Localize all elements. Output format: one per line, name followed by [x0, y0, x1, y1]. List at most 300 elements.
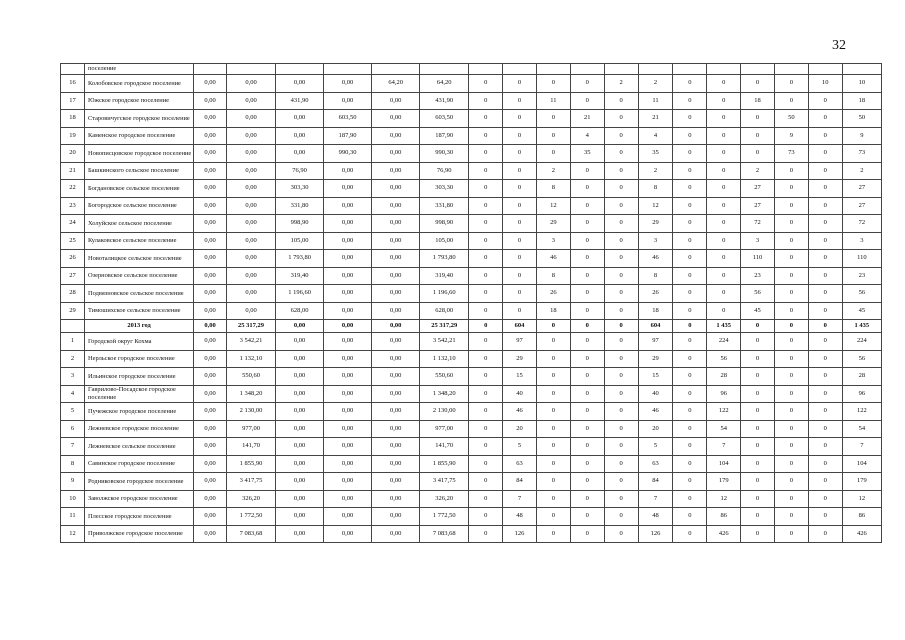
value-cell: 0 — [808, 473, 842, 491]
value-cell: 0 — [673, 385, 707, 403]
value-cell: 0,00 — [372, 490, 420, 508]
total-value-cell: 0 — [741, 320, 775, 333]
value-cell — [570, 64, 604, 75]
row-number-cell: 27 — [61, 267, 85, 285]
value-cell: 224 — [707, 333, 741, 351]
total-value-cell: 0 — [808, 320, 842, 333]
value-cell: 27 — [842, 180, 881, 198]
value-cell: 0 — [469, 385, 503, 403]
value-cell: 0,00 — [372, 110, 420, 128]
value-cell: 0 — [673, 490, 707, 508]
value-cell: 0 — [774, 438, 808, 456]
value-cell: 0 — [741, 525, 775, 543]
value-cell: 0 — [604, 438, 638, 456]
value-cell: 550,60 — [226, 368, 275, 386]
value-cell: 4 — [638, 127, 673, 145]
value-cell: 0 — [604, 92, 638, 110]
value-cell: 4 — [570, 127, 604, 145]
value-cell: 26 — [536, 285, 570, 303]
value-cell: 7 083,68 — [226, 525, 275, 543]
row-number-cell: 23 — [61, 197, 85, 215]
value-cell: 0 — [774, 385, 808, 403]
value-cell: 0 — [469, 285, 503, 303]
value-cell: 0 — [503, 75, 537, 93]
value-cell: 0 — [469, 127, 503, 145]
value-cell: 0 — [741, 145, 775, 163]
housing-table — [60, 63, 882, 543]
value-cell: 48 — [503, 508, 537, 526]
value-cell: 3 — [536, 232, 570, 250]
value-cell: 0 — [673, 403, 707, 421]
value-cell: 0,00 — [276, 333, 324, 351]
value-cell: 0,00 — [372, 473, 420, 491]
value-cell: 0,00 — [372, 162, 420, 180]
value-cell: 550,60 — [420, 368, 469, 386]
value-cell: 0 — [604, 385, 638, 403]
value-cell: 20 — [503, 420, 537, 438]
value-cell: 0 — [469, 455, 503, 473]
value-cell: 26 — [638, 285, 673, 303]
value-cell: 0,00 — [194, 162, 227, 180]
value-cell: 0,00 — [226, 232, 275, 250]
value-cell: 50 — [774, 110, 808, 128]
value-cell: 97 — [638, 333, 673, 351]
value-cell: 0 — [604, 490, 638, 508]
total-value-cell: 0 — [774, 320, 808, 333]
value-cell: 0 — [774, 420, 808, 438]
settlement-name-cell: Тимошихское сельское поселение — [85, 302, 194, 320]
value-cell: 326,20 — [420, 490, 469, 508]
value-cell: 0 — [604, 110, 638, 128]
value-cell: 7 — [707, 438, 741, 456]
total-value-cell: 0,00 — [372, 320, 420, 333]
value-cell: 0 — [469, 145, 503, 163]
value-cell: 0 — [570, 215, 604, 233]
value-cell: 0,00 — [194, 385, 227, 403]
value-cell: 0,00 — [226, 180, 275, 198]
table-row — [61, 385, 882, 403]
settlement-name-cell: поселение — [85, 64, 194, 75]
value-cell: 56 — [842, 285, 881, 303]
value-cell: 0 — [774, 232, 808, 250]
value-cell: 12 — [707, 490, 741, 508]
value-cell: 0,00 — [372, 180, 420, 198]
settlement-name-cell: Холуйское сельское поселение — [85, 215, 194, 233]
value-cell: 122 — [707, 403, 741, 421]
value-cell: 0,00 — [226, 92, 275, 110]
value-cell: 48 — [638, 508, 673, 526]
value-cell: 0 — [707, 215, 741, 233]
value-cell: 0,00 — [324, 490, 372, 508]
value-cell: 1 348,20 — [226, 385, 275, 403]
value-cell: 0,00 — [276, 490, 324, 508]
value-cell: 0,00 — [194, 232, 227, 250]
table-row — [61, 302, 882, 320]
value-cell: 23 — [842, 267, 881, 285]
value-cell: 0 — [707, 197, 741, 215]
total-value-cell: 0 — [536, 320, 570, 333]
value-cell: 0 — [604, 197, 638, 215]
value-cell: 45 — [741, 302, 775, 320]
value-cell: 0 — [774, 525, 808, 543]
table-row — [61, 197, 882, 215]
value-cell: 2 130,00 — [226, 403, 275, 421]
value-cell: 0 — [570, 438, 604, 456]
row-number-cell: 21 — [61, 162, 85, 180]
total-value-cell: 25 317,29 — [226, 320, 275, 333]
value-cell: 187,90 — [420, 127, 469, 145]
value-cell: 12 — [536, 197, 570, 215]
value-cell: 0 — [707, 180, 741, 198]
table-row — [61, 403, 882, 421]
settlement-name-cell: Ильинское городское поселение — [85, 368, 194, 386]
total-value-cell: 0,00 — [324, 320, 372, 333]
total-value-cell: 0,00 — [194, 320, 227, 333]
value-cell: 0,00 — [194, 110, 227, 128]
value-cell: 0,00 — [194, 92, 227, 110]
value-cell: 0,00 — [226, 302, 275, 320]
total-value-cell: 604 — [503, 320, 537, 333]
value-cell: 0 — [673, 232, 707, 250]
value-cell: 45 — [842, 302, 881, 320]
value-cell: 1 132,10 — [226, 350, 275, 368]
total-value-cell: 0 — [570, 320, 604, 333]
row-number-cell: 26 — [61, 250, 85, 268]
value-cell: 0 — [503, 285, 537, 303]
value-cell: 0 — [503, 145, 537, 163]
settlement-name-cell: Приволжское городское поселение — [85, 525, 194, 543]
value-cell: 0 — [673, 92, 707, 110]
value-cell: 0 — [774, 92, 808, 110]
value-cell: 0 — [808, 180, 842, 198]
value-cell: 27 — [741, 197, 775, 215]
value-cell: 0 — [469, 438, 503, 456]
value-cell: 0,00 — [372, 525, 420, 543]
value-cell: 20 — [638, 420, 673, 438]
total-value-cell: 604 — [638, 320, 673, 333]
value-cell: 0 — [774, 197, 808, 215]
value-cell: 0,00 — [324, 250, 372, 268]
value-cell: 8 — [536, 180, 570, 198]
value-cell: 0 — [673, 267, 707, 285]
value-cell: 0 — [469, 403, 503, 421]
value-cell: 0 — [469, 92, 503, 110]
value-cell: 0 — [503, 162, 537, 180]
settlement-name-cell: Заволжское городское поселение — [85, 490, 194, 508]
value-cell: 0,00 — [276, 127, 324, 145]
value-cell: 0 — [774, 285, 808, 303]
value-cell: 0 — [673, 162, 707, 180]
value-cell: 104 — [842, 455, 881, 473]
value-cell: 15 — [638, 368, 673, 386]
value-cell: 0 — [503, 232, 537, 250]
table-row — [61, 250, 882, 268]
value-cell: 0 — [570, 92, 604, 110]
value-cell: 0 — [774, 403, 808, 421]
value-cell — [194, 64, 227, 75]
value-cell: 0,00 — [276, 438, 324, 456]
value-cell: 0 — [707, 75, 741, 93]
value-cell: 18 — [741, 92, 775, 110]
value-cell: 0 — [673, 180, 707, 198]
value-cell: 0,00 — [276, 145, 324, 163]
table-row — [61, 180, 882, 198]
value-cell: 0 — [536, 350, 570, 368]
value-cell: 46 — [503, 403, 537, 421]
value-cell: 110 — [741, 250, 775, 268]
value-cell: 0,00 — [372, 455, 420, 473]
value-cell: 0 — [673, 350, 707, 368]
value-cell: 40 — [503, 385, 537, 403]
value-cell — [536, 64, 570, 75]
table-row — [61, 490, 882, 508]
row-number-cell: 11 — [61, 508, 85, 526]
value-cell: 11 — [638, 92, 673, 110]
row-number-cell: 9 — [61, 473, 85, 491]
value-cell — [420, 64, 469, 75]
value-cell: 990,30 — [420, 145, 469, 163]
value-cell: 3 — [842, 232, 881, 250]
value-cell: 2 — [741, 162, 775, 180]
value-cell: 0,00 — [194, 215, 227, 233]
value-cell: 2 — [842, 162, 881, 180]
total-value-cell: 0 — [469, 320, 503, 333]
value-cell: 0 — [570, 302, 604, 320]
value-cell: 0 — [536, 110, 570, 128]
value-cell: 0 — [469, 350, 503, 368]
value-cell: 0 — [707, 92, 741, 110]
value-cell: 0,00 — [324, 385, 372, 403]
value-cell: 63 — [638, 455, 673, 473]
value-cell: 0 — [570, 250, 604, 268]
value-cell: 28 — [842, 368, 881, 386]
total-value-cell: 1 435 — [842, 320, 881, 333]
value-cell: 990,30 — [324, 145, 372, 163]
value-cell: 12 — [638, 197, 673, 215]
value-cell: 0 — [570, 508, 604, 526]
value-cell: 0 — [536, 473, 570, 491]
value-cell: 126 — [503, 525, 537, 543]
value-cell: 122 — [842, 403, 881, 421]
value-cell: 0 — [536, 368, 570, 386]
value-cell: 0,00 — [194, 490, 227, 508]
value-cell: 0,00 — [372, 438, 420, 456]
value-cell: 0,00 — [194, 350, 227, 368]
value-cell: 998,90 — [420, 215, 469, 233]
settlement-name-cell: Нерльское городское поселение — [85, 350, 194, 368]
value-cell: 179 — [707, 473, 741, 491]
value-cell: 96 — [842, 385, 881, 403]
total-value-cell: 0,00 — [276, 320, 324, 333]
value-cell: 0,00 — [372, 350, 420, 368]
value-cell: 1 132,10 — [420, 350, 469, 368]
value-cell: 0 — [741, 508, 775, 526]
table-row — [61, 232, 882, 250]
value-cell: 0 — [673, 508, 707, 526]
value-cell: 0 — [774, 162, 808, 180]
value-cell: 0 — [604, 525, 638, 543]
value-cell: 0 — [503, 197, 537, 215]
settlement-name-cell: Плесское городское поселение — [85, 508, 194, 526]
value-cell: 0 — [808, 403, 842, 421]
value-cell: 628,00 — [420, 302, 469, 320]
value-cell: 0 — [570, 267, 604, 285]
value-cell: 0 — [741, 333, 775, 351]
value-cell: 64,20 — [420, 75, 469, 93]
value-cell: 0 — [741, 420, 775, 438]
settlement-name-cell: Богородское сельское поселение — [85, 197, 194, 215]
value-cell: 0 — [604, 473, 638, 491]
value-cell: 0,00 — [372, 285, 420, 303]
value-cell: 76,90 — [276, 162, 324, 180]
value-cell: 0,00 — [194, 250, 227, 268]
value-cell: 10 — [842, 75, 881, 93]
value-cell: 0,00 — [324, 232, 372, 250]
value-cell: 46 — [638, 250, 673, 268]
value-cell: 40 — [638, 385, 673, 403]
row-number-cell: 5 — [61, 403, 85, 421]
value-cell: 0 — [707, 302, 741, 320]
value-cell: 0 — [604, 285, 638, 303]
value-cell: 9 — [774, 127, 808, 145]
value-cell: 0 — [570, 285, 604, 303]
value-cell: 1 348,20 — [420, 385, 469, 403]
value-cell: 0 — [503, 180, 537, 198]
value-cell: 0 — [570, 180, 604, 198]
value-cell: 0 — [741, 455, 775, 473]
value-cell: 0 — [536, 490, 570, 508]
value-cell: 104 — [707, 455, 741, 473]
value-cell: 0,00 — [324, 267, 372, 285]
value-cell: 1 793,80 — [276, 250, 324, 268]
value-cell: 0 — [469, 333, 503, 351]
value-cell: 0,00 — [226, 197, 275, 215]
value-cell: 2 — [536, 162, 570, 180]
value-cell: 0 — [536, 438, 570, 456]
value-cell: 0 — [808, 302, 842, 320]
table-body — [61, 64, 882, 543]
row-number-cell — [61, 320, 85, 333]
value-cell: 0 — [808, 145, 842, 163]
value-cell: 0 — [808, 385, 842, 403]
value-cell: 0 — [469, 368, 503, 386]
value-cell: 3 542,21 — [420, 333, 469, 351]
row-number-cell: 24 — [61, 215, 85, 233]
value-cell: 0 — [469, 525, 503, 543]
value-cell: 0,00 — [226, 285, 275, 303]
value-cell — [774, 64, 808, 75]
value-cell: 0 — [503, 267, 537, 285]
value-cell: 431,90 — [276, 92, 324, 110]
settlement-name-cell: Озерновское сельское поселение — [85, 267, 194, 285]
value-cell: 76,90 — [420, 162, 469, 180]
value-cell: 0 — [808, 110, 842, 128]
table-row — [61, 350, 882, 368]
value-cell: 0 — [536, 403, 570, 421]
value-cell: 141,70 — [420, 438, 469, 456]
value-cell: 12 — [842, 490, 881, 508]
value-cell: 97 — [503, 333, 537, 351]
value-cell: 29 — [503, 350, 537, 368]
value-cell: 0,00 — [324, 455, 372, 473]
value-cell: 0 — [774, 250, 808, 268]
table-row — [61, 145, 882, 163]
row-number-cell: 20 — [61, 145, 85, 163]
value-cell: 0 — [536, 333, 570, 351]
value-cell: 0 — [503, 127, 537, 145]
settlement-name-cell: Башкинского сельское поселение — [85, 162, 194, 180]
value-cell: 0 — [604, 333, 638, 351]
value-cell: 0 — [469, 473, 503, 491]
value-cell: 0 — [741, 490, 775, 508]
row-number-cell: 6 — [61, 420, 85, 438]
value-cell: 0 — [673, 75, 707, 93]
value-cell: 0,00 — [194, 127, 227, 145]
row-number-cell: 7 — [61, 438, 85, 456]
value-cell: 0 — [673, 215, 707, 233]
table-row — [61, 285, 882, 303]
value-cell: 0 — [570, 473, 604, 491]
value-cell: 0 — [707, 110, 741, 128]
value-cell: 0 — [741, 350, 775, 368]
value-cell: 224 — [842, 333, 881, 351]
value-cell: 0,00 — [324, 302, 372, 320]
value-cell: 0,00 — [372, 420, 420, 438]
value-cell: 35 — [638, 145, 673, 163]
value-cell: 2 — [638, 162, 673, 180]
value-cell: 0 — [673, 285, 707, 303]
value-cell: 0 — [570, 420, 604, 438]
table-row — [61, 127, 882, 145]
value-cell — [324, 64, 372, 75]
value-cell: 0,00 — [226, 127, 275, 145]
row-number-cell: 16 — [61, 75, 85, 93]
value-cell: 0 — [503, 110, 537, 128]
settlement-name-cell: Новоталицкое сельское поселение — [85, 250, 194, 268]
value-cell: 0 — [570, 385, 604, 403]
value-cell: 0 — [808, 508, 842, 526]
value-cell: 0 — [469, 110, 503, 128]
value-cell: 0 — [536, 420, 570, 438]
value-cell: 0,00 — [372, 145, 420, 163]
value-cell: 8 — [638, 267, 673, 285]
value-cell: 1 793,80 — [420, 250, 469, 268]
value-cell: 0,00 — [324, 473, 372, 491]
value-cell: 0 — [808, 350, 842, 368]
value-cell: 998,90 — [276, 215, 324, 233]
value-cell: 0 — [808, 162, 842, 180]
value-cell: 0 — [503, 92, 537, 110]
settlement-name-cell: Южское городское поселение — [85, 92, 194, 110]
value-cell — [503, 64, 537, 75]
value-cell: 426 — [707, 525, 741, 543]
value-cell: 0 — [707, 285, 741, 303]
settlement-name-cell: Пучежское городское поселение — [85, 403, 194, 421]
value-cell: 0 — [741, 368, 775, 386]
value-cell: 0 — [570, 455, 604, 473]
value-cell: 7 083,68 — [420, 525, 469, 543]
settlement-name-cell: Колобовское городское поселение — [85, 75, 194, 93]
value-cell: 0 — [808, 267, 842, 285]
value-cell: 0 — [673, 455, 707, 473]
value-cell: 0 — [604, 302, 638, 320]
row-number-cell: 1 — [61, 333, 85, 351]
value-cell: 0 — [604, 250, 638, 268]
value-cell: 0 — [774, 333, 808, 351]
row-number-cell: 4 — [61, 385, 85, 403]
value-cell: 0 — [570, 232, 604, 250]
value-cell: 50 — [842, 110, 881, 128]
